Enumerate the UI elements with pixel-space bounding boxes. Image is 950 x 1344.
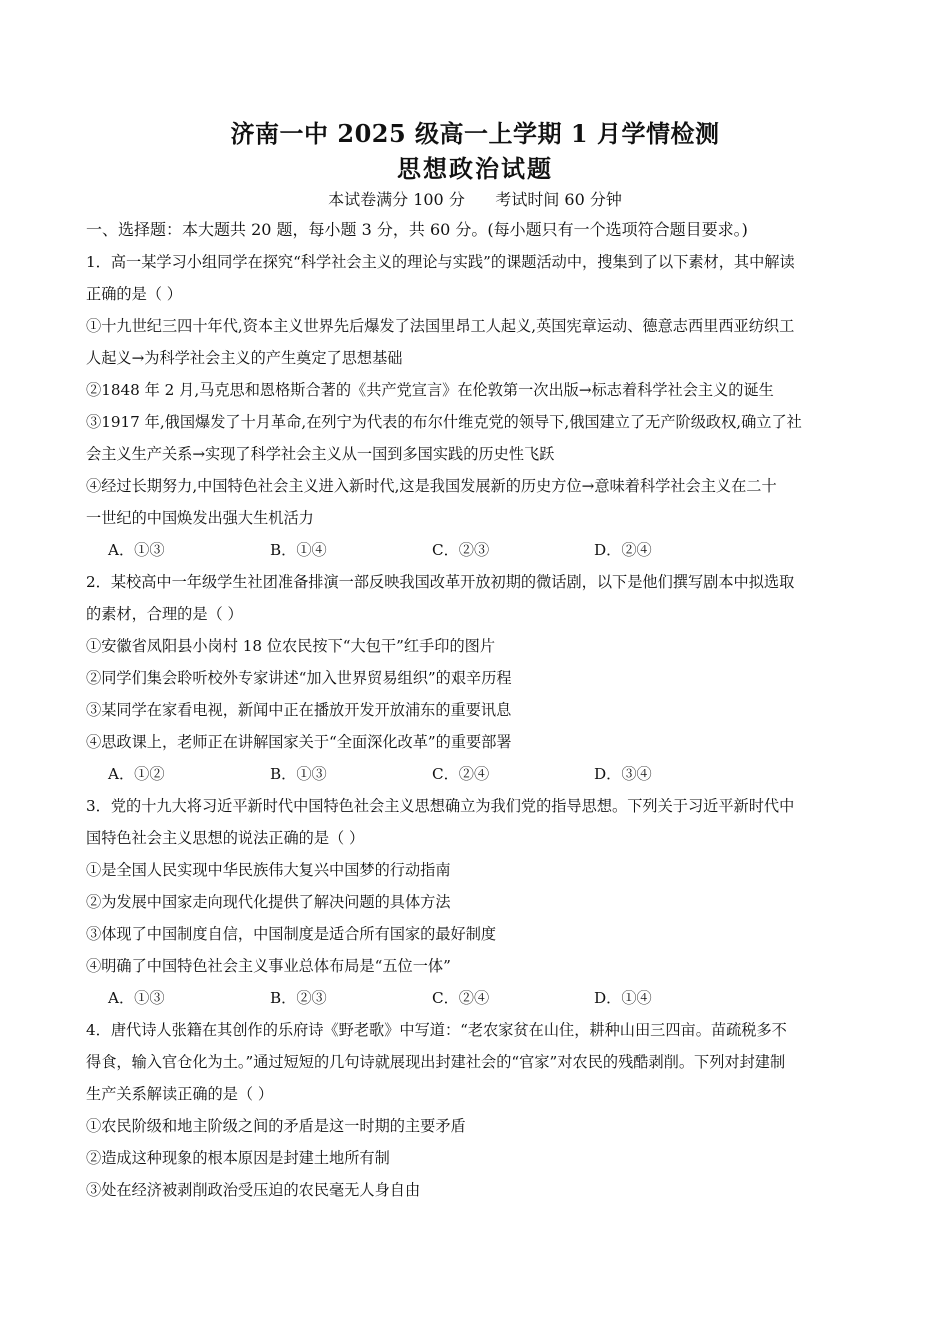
question-item-line: ②同学们集会聆听校外专家讲述“加入世界贸易组织”的艰辛历程 xyxy=(86,669,512,687)
question-item-line: ①安徽省凤阳县小岗村 18 位农民按下“大包干”红手印的图片 xyxy=(86,637,496,655)
exam-info: 本试卷满分 100 分 考试时间 60 分钟 xyxy=(328,190,622,209)
question-item-line: 一世纪的中国焕发出强大生机活力 xyxy=(86,509,314,527)
question-item-line: 人起义→为科学社会主义的产生奠定了思想基础 xyxy=(86,349,403,367)
question-item-line: ③体现了中国制度自信，中国制度是适合所有国家的最好制度 xyxy=(86,925,497,943)
question-stem-line: 国特色社会主义思想的说法正确的是（ ） xyxy=(86,829,365,847)
option-a: A．①③ xyxy=(108,541,165,559)
option-a: A．①③ xyxy=(108,989,165,1007)
question-item-line: ③1917 年,俄国爆发了十月革命,在列宁为代表的布尔什维克党的领导下,俄国建立了无产阶级政权,确立了社 xyxy=(86,413,802,431)
question-stem-line: 3．党的十九大将习近平新时代中国特色社会主义思想确立为我们党的指导思想。下列关于习近平新时代中 xyxy=(86,797,795,815)
question-item-line: ①十九世纪三四十年代,资本主义世界先后爆发了法国里昂工人起义,英国宪章运动、德意志西里西亚纺织工 xyxy=(86,317,795,335)
question-2 xyxy=(86,566,866,790)
question-item-line: ②为发展中国家走向现代化提供了解决问题的具体方法 xyxy=(86,893,451,911)
option-b: B．②③ xyxy=(270,989,327,1007)
answer-options xyxy=(86,758,866,790)
question-item-line: ④经过长期努力,中国特色社会主义进入新时代,这是我国发展新的历史方位→意味着科学社会主义在二十 xyxy=(86,477,777,495)
question-stem-line: 正确的是（ ） xyxy=(86,285,182,303)
option-c: C．②④ xyxy=(432,989,490,1007)
option-a: A．①② xyxy=(108,765,165,783)
question-stem-line: 得食，输入官仓化为土。”通过短短的几句诗就展现出封建社会的“官家”对农民的残酷剥削。下列对封建制 xyxy=(86,1053,786,1071)
exam-subject: 思想政治试题 xyxy=(397,154,553,183)
question-item-line: ④明确了中国特色社会主义事业总体布局是“五位一体” xyxy=(86,957,451,975)
question-item-line: ②造成这种现象的根本原因是封建土地所有制 xyxy=(86,1149,390,1167)
option-d: D．②④ xyxy=(594,541,652,559)
question-item-line: ①是全国人民实现中华民族伟大复兴中国梦的行动指南 xyxy=(86,861,451,879)
question-stem-line: 1．高一某学习小组同学在探究“科学社会主义的理论与实践”的课题活动中，搜集到了以下素材，其中解读 xyxy=(86,253,795,271)
option-c: C．②③ xyxy=(432,541,490,559)
option-d: D．③④ xyxy=(594,765,652,783)
question-stem-line: 生产关系解读正确的是（ ） xyxy=(86,1085,274,1103)
question-item-line: ④思政课上，老师正在讲解国家关于“全面深化改革”的重要部署 xyxy=(86,733,512,751)
exam-content xyxy=(86,214,866,1206)
answer-options xyxy=(86,982,866,1014)
question-item-line: ①农民阶级和地主阶级之间的矛盾是这一时期的主要矛盾 xyxy=(86,1117,466,1135)
option-d: D．①④ xyxy=(594,989,652,1007)
question-1 xyxy=(86,246,866,566)
question-item-line: 会主义生产关系→实现了科学社会主义从一国到多国实践的历史性飞跃 xyxy=(86,445,555,463)
question-4 xyxy=(86,1014,866,1206)
question-stem-line: 4．唐代诗人张籍在其创作的乐府诗《野老歌》中写道：“老农家贫在山住，耕种山田三四亩。苗疏税多不 xyxy=(86,1021,787,1039)
option-c: C．②④ xyxy=(432,765,490,783)
option-b: B．①③ xyxy=(270,765,327,783)
question-item-line: ③处在经济被剥削政治受压迫的农民毫无人身自由 xyxy=(86,1181,421,1199)
answer-options xyxy=(86,534,866,566)
question-item-line: ③某同学在家看电视，新闻中正在播放开发开放浦东的重要讯息 xyxy=(86,701,512,719)
question-stem-line: 2．某校高中一年级学生社团准备排演一部反映我国改革开放初期的微话剧，以下是他们撰写剧本中拟选取 xyxy=(86,573,795,591)
exam-title: 济南一中 2025 级高一上学期 1 月学情检测 xyxy=(230,119,720,148)
option-b: B．①④ xyxy=(270,541,327,559)
question-item-line: ②1848 年 2 月,马克思和恩格斯合著的《共产党宣言》在伦敦第一次出版→标志着科学社会主义的诞生 xyxy=(86,381,774,399)
section-heading: 一、选择题：本大题共 20 题，每小题 3 分，共 60 分。(每小题只有一个选项符合题目要求。) xyxy=(86,220,748,239)
question-3 xyxy=(86,790,866,1014)
question-stem-line: 的素材，合理的是（ ） xyxy=(86,605,243,623)
